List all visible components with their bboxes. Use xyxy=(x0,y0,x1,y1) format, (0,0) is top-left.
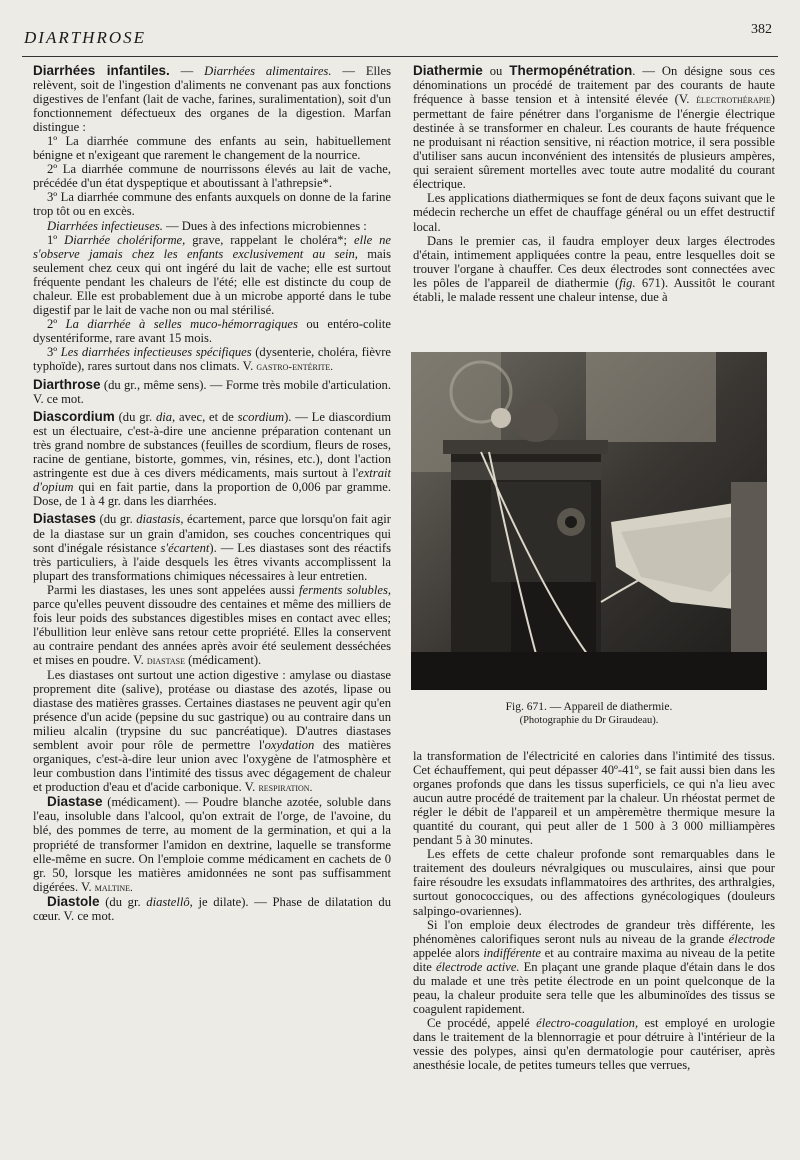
headword: Diastole xyxy=(47,893,100,909)
text: parce qu'elles peuvent dissoudre des centaines et même des milliers de fois leur poids des substances digestibles mises en contact avec elles; l'ébullition leur enlève sans retour cette propriété. Elles la conservent au contraire pendant des années après avoir été seulement desséchées et mises en poudre. V. xyxy=(33,596,391,667)
text: ). — Les diastases sont des réactifs très particuliers, à l'aide desquels les êtres vivants accomplissent la plupart des transformations chimiques nécessaires à leur entretien. xyxy=(33,540,391,583)
figure-caption xyxy=(411,700,767,728)
text: elle ne s'observe jamais chez les enfants exclusivement au sein, xyxy=(33,232,392,261)
text: ou xyxy=(482,64,510,78)
figure-photograph-diathermy-apparatus xyxy=(411,352,767,690)
headword: Diascordium xyxy=(33,409,115,425)
text: . — On désigne sous ces dénominations un procédé de traitement par des courants de haute fréquence à basse tension et à intensité élevée (V. xyxy=(413,64,776,107)
text: 1º xyxy=(47,232,65,247)
paragraph xyxy=(33,583,391,668)
cross-reference: diastase xyxy=(146,654,185,667)
text: 3º xyxy=(47,344,61,359)
paragraph xyxy=(33,345,391,374)
paragraph xyxy=(33,233,391,317)
page-number: 382 xyxy=(751,22,772,37)
text: Les diarrhées infectieuses spécifiques xyxy=(60,344,252,359)
text: et au contraire maxima au niveau de la petite dite xyxy=(413,945,776,974)
left-column xyxy=(33,64,391,923)
entry-diastases xyxy=(33,512,391,582)
text: électro-coagulation, xyxy=(536,1015,639,1030)
text: (du gr. xyxy=(114,410,156,425)
text: (médicament). xyxy=(184,652,262,667)
text: appelée alors xyxy=(413,945,484,960)
text: qui en fait partie, dans la proportion de 0,006 par gramme. Dose, de 1 à 4 gr. dans les diarrhées. xyxy=(33,480,391,509)
entry-diarthrose xyxy=(33,378,391,406)
photograph xyxy=(411,352,767,690)
text: — Elles relèvent, soit de l'ingestion d'aliments ne convenant pas aux fonctions digestives de l'enfant (lait de vache, farines, suralimentation), soit d'un fonctionnement défectueux des organes de la digestion. Marfan distingue : xyxy=(33,64,391,135)
text: Diarrhée cholériforme, xyxy=(64,232,186,247)
text: ) permettant de faire pénétrer dans l'organisme de l'énergie électrique destinée à se transformer en chaleur. Les courants de haute fréquence ne produisant ni réaction sensitive, ni réaction motrice, il sera possible d'utiliser sans aucun inconvénient des intensités de plusieurs ampères, qui seraient sûrement mortelles avec toute autre modalité du courant électrique. xyxy=(413,92,775,192)
text: Les diastases ont surtout une action digestive : amylase ou diastase proprement dite (salive), protéase ou diastase des azotés, lipase ou diastase des matières grasses. Certaines diastases ne peuvent agir qu'en présence d'un acide (pepsine du suc gastrique) ou au contraire dans un milieu alcalin (trypsine du suc pancréatique). D'autres diastases semblent avoir pour rôle de permettre l' xyxy=(33,667,391,753)
cross-reference: électrothérapie xyxy=(696,94,771,107)
text: En plaçant une grande plaque d'étain dans le dos du malade et une très petite électrode en un point quelconque de la peau, la chaleur produite sera telle que les albuminoïdes des tissus se coagulent rapidement. xyxy=(413,959,775,1016)
paragraph xyxy=(33,668,391,795)
paragraph xyxy=(413,1016,775,1072)
text: indifférente xyxy=(483,945,541,960)
paragraph xyxy=(33,219,391,233)
running-title: DIARTHROSE xyxy=(24,28,146,47)
text: (du gr. xyxy=(96,512,137,527)
text: ). — Le diascordium est un électuaire, c'est-à-dire une ancienne préparation contenant un très grand nombre de substances (feuilles de scordium, fleurs de roses, racine de gentiane, bistorte, gommes, vin, résines, etc.), dont l'action astringente est due à ces divers médicaments, mais surtout à l' xyxy=(33,410,391,481)
text: (du gr. xyxy=(99,894,147,909)
page-header xyxy=(22,22,778,57)
text: ferments solubles, xyxy=(299,582,391,597)
headword: Diastase xyxy=(47,794,103,810)
headword: Thermopénétration xyxy=(509,63,633,78)
cross-reference: respiration. xyxy=(258,782,313,795)
paragraph xyxy=(33,317,391,345)
paragraph: Les effets de cette chaleur profonde sont remarquables dans le traitement des douleurs névralgiques ou musculaires, ainsi que pour faire résoudre les exsudats inflammatoires des arthrites, des arthralgies, surtout gonococciques, ou des affections gynécologiques (douleurs salpingo-ovariennes). xyxy=(413,847,775,918)
text: 2º xyxy=(47,316,66,331)
paragraph: 2º La diarrhée commune de nourrissons élevés au lait de vache, précédée d'un état dyspeptique et aboutissant à l'athrepsie*. xyxy=(33,162,391,191)
text: diastellô, xyxy=(146,894,193,909)
text: mais seulement chez ceux qui ont ingéré du lait de vache; elle est surtout fréquente pendant les chaleurs de l'été; elle est distincte du coup de chaleur. Elle est probablement due à un microbe apporté dans le tube digestif par le lait de vache non ou mal stérilisé. xyxy=(33,246,391,317)
paragraph: la transformation de l'électricité en calories dans l'intimité des tissus. Cet échauffement, qui peut dépasser 40º-41º, se fait aussi bien dans les organes profonds que dans les tissus superficiels, ce qui n'a lieu avec aucun autre procédé de traitement par la chaleur. Un rhéostat permet de régler le débit de l'appareil et un ampèremètre thermique mesure la quantité du courant, qui peut aller de 1 500 à 3 000 milliampères pendant 5 à 30 minutes. xyxy=(413,749,775,848)
text: Diarrhées alimentaires. xyxy=(204,64,332,78)
text: scordium xyxy=(237,410,285,425)
cross-reference: gastro-entérite. xyxy=(256,360,334,373)
text: Parmi les diastases, les unes sont appelées aussi xyxy=(47,582,300,597)
paragraph: 3º La diarrhée commune des enfants auxquels on donne de la farine trop tôt ou en excès. xyxy=(33,190,391,219)
text: des matières organiques, c'est-à-dire leur union avec l'oxygène de l'atmosphère et leur combustion dans l'intimité des tissus avec dégagement de chaleur et production d'eau et d'acide carbonique. V. xyxy=(33,738,391,795)
text: avec, et de xyxy=(175,410,238,425)
entry-diarrhees xyxy=(33,64,391,134)
headword: Diarrhées infantiles. xyxy=(33,63,170,78)
headword: Diathermie xyxy=(413,63,483,78)
right-column-bottom xyxy=(413,749,775,1072)
entry-diastole xyxy=(33,895,391,923)
text: fig. xyxy=(619,275,636,290)
text: ou entéro-colite dysentériforme, rare avant 15 mois. xyxy=(33,316,392,345)
entry-diastase-medicament xyxy=(33,795,391,894)
paragraph: Les applications diathermiques se font de deux façons suivant que le médecin recherche un effet de chauffage général ou un effet destructif local. xyxy=(413,191,775,234)
text: électrode xyxy=(728,931,775,946)
text: Si l'on emploie deux électrodes de grandeur très différente, les phénomènes calorifiques seront nuls au niveau de la grande xyxy=(413,917,775,946)
right-column-top xyxy=(413,64,775,304)
text: dia, xyxy=(155,410,176,425)
text: Dans le premier cas, il faudra employer deux larges électrodes d'étain, intimement appliquées contre la peau, entre lesquelles doit se trouver l'organe à chauffer. Ces deux électrodes sont connectées avec les pôles de l'appareil de diathermie ( xyxy=(413,233,775,290)
text: Ce procédé, appelé xyxy=(427,1015,537,1030)
entry-diascordium xyxy=(33,410,391,508)
text: extrait d'opium xyxy=(33,466,391,495)
headword: Diarthrose xyxy=(33,377,101,393)
text: écartement, parce que lorsqu'on fait agir de la diastase sur un grain d'amidon, ses couches concentriques qui sont d'inégale résistance xyxy=(33,512,391,555)
text: — Dues à des infections microbiennes : xyxy=(162,218,367,233)
text: diastasis, xyxy=(136,512,184,527)
text: électrode active. xyxy=(435,959,520,974)
text: oxydation xyxy=(264,738,315,753)
text: 671). Aussitôt le courant établi, le malade ressent une chaleur intense, due à xyxy=(413,275,775,304)
text: est employé en urologie dans le traitement de la blennorragie et pour détruire à l'intérieur de la vessie des polypes, ainsi qu'en dermatologie pour cautériser, après anesthésie locale, de petites tumeurs telles que verrues, xyxy=(413,1015,775,1073)
paragraph xyxy=(413,918,775,1016)
text: — xyxy=(169,64,205,78)
headword: Diastases xyxy=(33,511,97,527)
text: Diarrhées infectieuses. xyxy=(47,218,163,233)
text: (dysenterie, choléra, fièvre typhoïde), rares surtout dans nos climats. V. xyxy=(33,344,391,373)
caption-credit: (Photographie du Dr Giraudeau). xyxy=(519,715,659,726)
paragraph: 1º La diarrhée commune des enfants au sein, habituellement bénigne et n'exigeant que rarement le changement de la nourrice. xyxy=(33,134,391,163)
text: s'écartent xyxy=(160,540,210,555)
cross-reference: maltine. xyxy=(94,881,133,894)
text: (médicament). — Poudre blanche azotée, soluble dans l'eau, insoluble dans l'alcool, qu'on extrait de l'orge, de l'avoine, du blé, des pommes de terre, au moment de la germination, et qui a la propriété de transformer l'amidon en dextrine, laquelle se transforme elle-même en sucre. On l'emploie comme médicament en cachets de 0 gr. 50, lorsque les matières amidonnées ne sont pas suffisamment digérées. V. xyxy=(33,795,391,894)
text: grave, rappelant le choléra*; xyxy=(185,232,354,247)
entry-diathermie xyxy=(413,64,775,191)
text: je dilate). — Phase de dilatation du cœur. V. ce mot. xyxy=(33,894,391,923)
text: La diarrhée à selles muco-hémorragiques xyxy=(65,316,298,331)
paragraph xyxy=(413,234,775,304)
caption-title: Fig. 671. — Appareil de diathermie. xyxy=(505,701,673,713)
text: (du gr., même sens). — Forme très mobile d'articulation. V. ce mot. xyxy=(33,378,391,407)
